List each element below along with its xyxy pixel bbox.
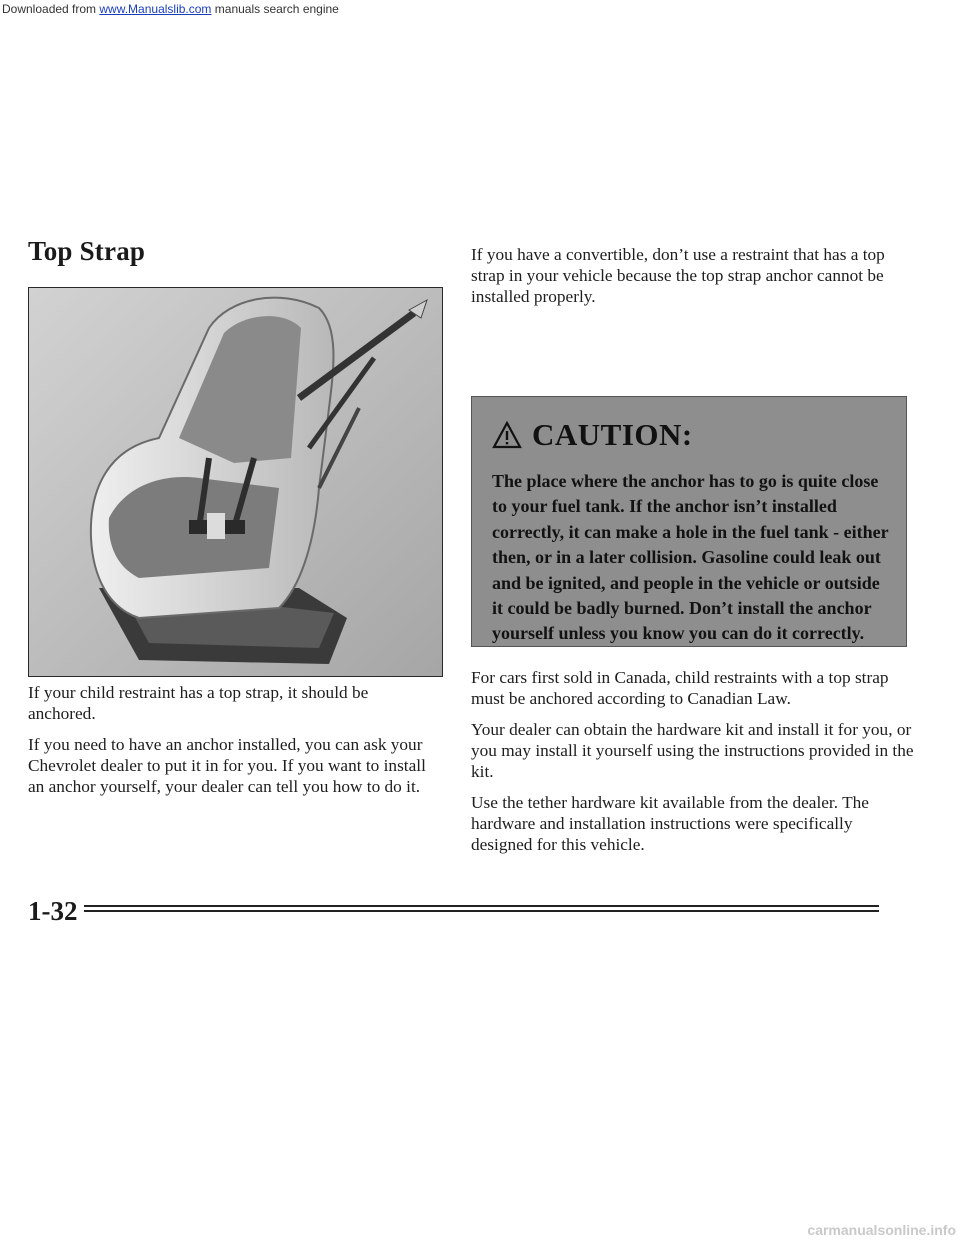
section-title: Top Strap xyxy=(28,236,146,266)
paragraph: Use the tether hardware kit available from the dealer. The hardware and installation instructions were specifically designed for this vehicle. xyxy=(471,793,869,854)
paragraph: If your child restraint has a top strap, it should be anchored. xyxy=(28,683,369,723)
child-seat-icon xyxy=(29,288,442,676)
left-text-column xyxy=(28,682,438,807)
site-watermark: carmanualsonline.info xyxy=(807,1222,956,1238)
paragraph: Your dealer can obtain the hardware kit and install it for you, or you may install it yourself using the instructions provided in the kit. xyxy=(471,720,914,781)
manualslib-link[interactable]: www.Manualslib.com xyxy=(99,2,212,16)
caution-body: The place where the anchor has to go is quite close to your fuel tank. If the anchor isn’t installed correctly, it can make a hole in the fuel tank - either then, or in a later collision. Gasoline could leak out and be ignited, and people in the vehicle or outside it could be badly burned. Don’t install the anchor yourself unless you know you can do it correctly. xyxy=(492,471,889,644)
page-number: 1-32 xyxy=(28,896,78,926)
caution-box xyxy=(471,396,907,647)
caution-title: CAUTION: xyxy=(532,417,693,452)
caution-header xyxy=(492,417,890,453)
download-watermark: Downloaded from www.Manualslib.com manuals search engine xyxy=(2,2,339,16)
child-seat-figure xyxy=(28,287,443,677)
footer-rule xyxy=(84,905,879,915)
warning-triangle-icon xyxy=(492,421,522,449)
paragraph: If you need to have an anchor installed, you can ask your Chevrolet dealer to put it in for you. If you want to install an anchor yourself, your dealer can tell you how to do it. xyxy=(28,735,426,796)
right-intro xyxy=(471,244,916,317)
paragraph: For cars first sold in Canada, child restraints with a top strap must be anchored according to Canadian Law. xyxy=(471,668,889,708)
right-text-column xyxy=(471,667,916,865)
paragraph: If you have a convertible, don’t use a restraint that has a top strap in your vehicle because the top strap anchor cannot be installed properly. xyxy=(471,245,885,306)
